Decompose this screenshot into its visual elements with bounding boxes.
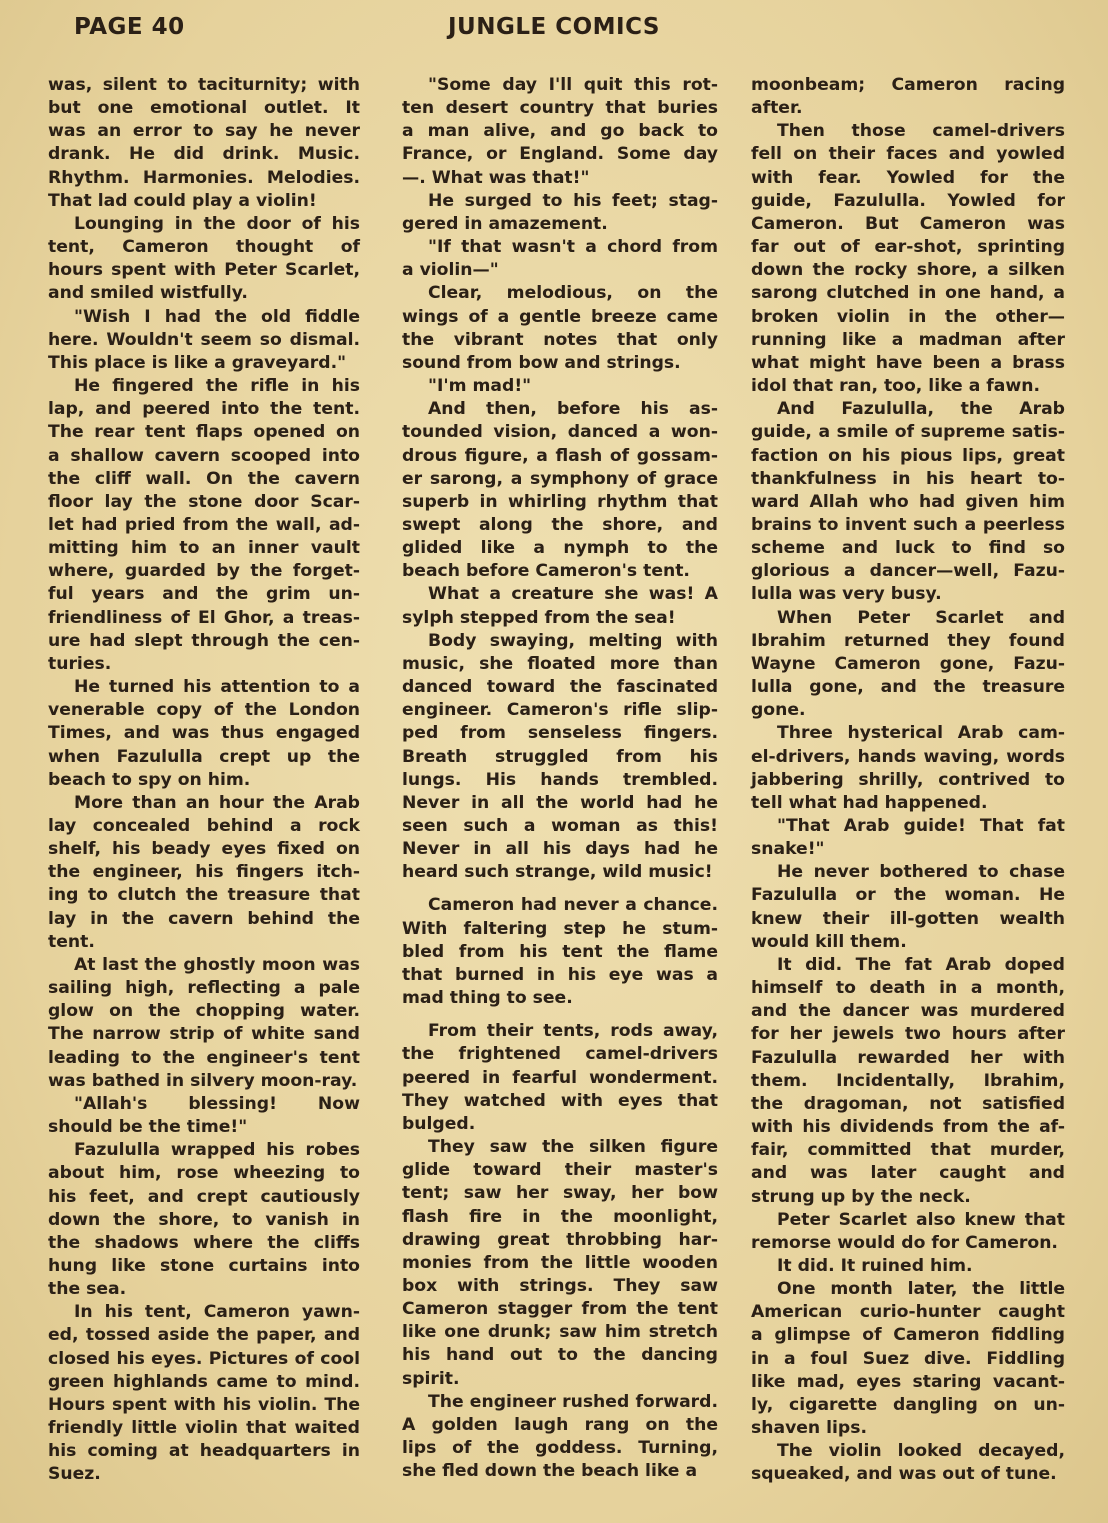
text-line: venerable copy of the London bbox=[48, 700, 360, 721]
paragraph bbox=[402, 236, 718, 282]
text-line: turies. bbox=[48, 653, 112, 674]
text-line: the sea. bbox=[48, 1279, 127, 1300]
text-line: glorious a dancer—well, Fazu- bbox=[751, 561, 1065, 582]
text-line: bled from his tent the flame bbox=[402, 941, 718, 962]
text-line: what might have been a brass bbox=[751, 352, 1065, 373]
text-line: lulla was very busy. bbox=[751, 584, 942, 605]
text-line: himself to death in a month, bbox=[751, 978, 1065, 999]
text-line: This place is like a graveyard." bbox=[48, 352, 347, 373]
text-line: down the shore, to vanish in bbox=[48, 1209, 360, 1230]
text-line: his hand out to the dancing bbox=[402, 1345, 718, 1366]
paragraph bbox=[402, 894, 718, 1010]
text-line: shelf, his beady eyes fixed on bbox=[48, 839, 360, 860]
text-line: Times, and was thus engaged bbox=[48, 723, 360, 744]
text-line: fair, committed that murder, bbox=[751, 1140, 1065, 1161]
text-line: the dragoman, not satisfied bbox=[751, 1093, 1065, 1114]
text-line: He never bothered to chase bbox=[777, 862, 1065, 883]
text-line: tent; saw her sway, her bow bbox=[402, 1183, 718, 1204]
text-line: broken violin in the other— bbox=[751, 306, 1065, 327]
text-line: And then, before his as- bbox=[428, 399, 718, 420]
paragraph bbox=[751, 954, 1065, 1209]
text-column-1 bbox=[48, 74, 360, 1487]
text-line: scheme and luck to find so bbox=[751, 538, 1065, 559]
text-line: a shallow cavern scooped into bbox=[48, 445, 360, 466]
text-line: far out of ear-shot, sprinting bbox=[751, 237, 1065, 258]
text-line: his coming at headquarters in bbox=[48, 1441, 360, 1462]
text-line: like one drunk; saw him stretch bbox=[402, 1322, 718, 1343]
text-line: More than an hour the Arab bbox=[74, 792, 360, 813]
text-line: What a creature she was! A bbox=[428, 584, 718, 605]
text-line: hours spent with Peter Scarlet, bbox=[48, 260, 360, 281]
text-line: sarong clutched in one hand, a bbox=[751, 283, 1065, 304]
text-line: where, guarded by the forget- bbox=[48, 561, 360, 582]
text-line: France, or England. Some day bbox=[402, 144, 718, 165]
text-line: the shadows where the cliffs bbox=[48, 1232, 360, 1253]
text-line: down the rocky shore, a silken bbox=[751, 260, 1065, 281]
text-line: —. What was that!" bbox=[402, 167, 590, 188]
text-line: she fled down the beach like a bbox=[402, 1461, 698, 1482]
text-line: The rear tent flaps opened on bbox=[48, 422, 360, 443]
paragraph bbox=[402, 583, 718, 629]
text-line: let had pried from the wall, ad- bbox=[48, 514, 360, 535]
text-line: should be the time!" bbox=[48, 1117, 248, 1138]
text-line: thankfulness in his heart to- bbox=[751, 468, 1065, 489]
text-line: remorse would do for Cameron. bbox=[751, 1232, 1058, 1253]
text-line: them. Incidentally, Ibrahim, bbox=[751, 1070, 1065, 1091]
paragraph bbox=[751, 1440, 1065, 1486]
paragraph bbox=[48, 792, 360, 954]
text-line: lips of the goddess. Turning, bbox=[402, 1438, 718, 1459]
text-line: The engineer rushed forward. bbox=[428, 1391, 718, 1412]
text-line: They saw the silken figure bbox=[428, 1137, 718, 1158]
text-line: and the dancer was murdered bbox=[751, 1001, 1065, 1022]
text-line: The narrow strip of white sand bbox=[48, 1024, 360, 1045]
text-line: squeaked, and was out of tune. bbox=[751, 1464, 1057, 1485]
paragraph bbox=[402, 1020, 718, 1136]
text-line: sound from bow and strings. bbox=[402, 352, 681, 373]
text-line: friendliness of El Ghor, a treas- bbox=[48, 607, 360, 628]
paragraph bbox=[402, 375, 718, 398]
text-line: tounded vision, danced a won- bbox=[402, 422, 718, 443]
text-line: lay in the cavern behind the bbox=[48, 908, 360, 929]
text-line: music, she floated more than bbox=[402, 653, 718, 674]
text-line: Then those camel-drivers bbox=[777, 121, 1065, 142]
text-line: Body swaying, melting with bbox=[428, 630, 718, 651]
text-line: wings of a gentle breeze came bbox=[402, 306, 718, 327]
text-line: closed his eyes. Pictures of cool bbox=[48, 1348, 360, 1369]
text-line: Fazululla or the woman. He bbox=[751, 885, 1065, 906]
text-line: green highlands came to mind. bbox=[48, 1371, 360, 1392]
text-line: Lounging in the door of his bbox=[74, 213, 360, 234]
text-line: engineer. Cameron's rifle slip- bbox=[402, 700, 718, 721]
text-line: superb in whirling rhythm that bbox=[402, 491, 718, 512]
paragraph bbox=[48, 954, 360, 1093]
text-line: At last the ghostly moon was bbox=[74, 954, 360, 975]
text-line: seen such a woman as this! bbox=[402, 816, 718, 836]
text-line: From their tents, rods away, bbox=[428, 1021, 718, 1042]
text-line: beach to spy on him. bbox=[48, 769, 251, 790]
text-line: floor lay the stone door Scar- bbox=[48, 491, 360, 512]
text-line: That lad could play a violin! bbox=[48, 190, 317, 211]
text-line: "That Arab guide! That fat bbox=[777, 816, 1065, 836]
text-line: One month later, the little bbox=[777, 1279, 1065, 1300]
text-line: lap, and peered into the tent. bbox=[48, 399, 360, 420]
text-line: moonbeam; Cameron racing bbox=[751, 75, 1065, 95]
text-line: with his dividends from the af- bbox=[751, 1117, 1065, 1138]
text-column-2 bbox=[402, 74, 718, 1483]
magazine-title: JUNGLE COMICS bbox=[448, 14, 660, 40]
text-line: friendly little violin that waited bbox=[48, 1418, 360, 1439]
paragraph bbox=[751, 120, 1065, 398]
text-line: a violin—" bbox=[402, 260, 499, 281]
text-line: leading to the engineer's tent bbox=[48, 1047, 360, 1068]
text-line: the cliff wall. On the cavern bbox=[48, 468, 360, 489]
paragraph bbox=[48, 1301, 360, 1486]
text-line: Cameron had never a chance. bbox=[428, 895, 718, 916]
text-line: el-drivers, hands waving, words bbox=[751, 746, 1065, 767]
text-line: He surged to his feet; stag- bbox=[428, 190, 718, 211]
text-line: He fingered the rifle in his bbox=[74, 376, 360, 397]
text-line: swept along the shore, and bbox=[402, 514, 718, 535]
text-line: The violin looked decayed, bbox=[777, 1441, 1065, 1462]
text-line: Cameron stagger from the tent bbox=[402, 1299, 718, 1320]
text-line: glide toward their master's bbox=[402, 1160, 718, 1181]
text-line: hung like stone curtains into bbox=[48, 1255, 360, 1276]
text-line: was an error to say he never bbox=[48, 121, 360, 142]
text-line: glided like a nymph to the bbox=[402, 538, 718, 559]
text-line: here. Wouldn't seem so dismal. bbox=[48, 329, 360, 350]
paragraph bbox=[48, 213, 360, 306]
text-line: the vibrant notes that only bbox=[402, 329, 718, 350]
paragraph bbox=[402, 190, 718, 236]
text-line: ure had slept through the cen- bbox=[48, 630, 360, 651]
text-line: With faltering step he stum- bbox=[402, 918, 718, 939]
text-line: They watched with eyes that bbox=[402, 1090, 718, 1111]
text-line: like mad, eyes staring vacant- bbox=[751, 1371, 1065, 1392]
paragraph bbox=[48, 74, 360, 213]
text-line: monies from the little wooden bbox=[402, 1252, 718, 1273]
text-line: heard such strange, wild music! bbox=[402, 862, 713, 883]
text-line: Peter Scarlet also knew that bbox=[777, 1209, 1065, 1230]
text-line: the frightened camel-drivers bbox=[402, 1044, 718, 1065]
text-line: for her jewels two hours after bbox=[751, 1024, 1065, 1045]
text-line: and was later caught and bbox=[751, 1163, 1065, 1184]
text-line: jabbering shrilly, contrived to bbox=[751, 769, 1065, 790]
text-line: "If that wasn't a chord from bbox=[428, 237, 718, 258]
text-line: snake!" bbox=[751, 839, 825, 860]
text-line: with fear. Yowled for the bbox=[751, 167, 1065, 188]
text-line: A golden laugh rang on the bbox=[402, 1414, 718, 1435]
paragraph bbox=[48, 375, 360, 676]
text-line: tent. bbox=[48, 931, 95, 952]
text-line: sylph stepped from the sea! bbox=[402, 607, 676, 628]
text-line: In his tent, Cameron yawn- bbox=[74, 1302, 360, 1323]
text-line: guide, a smile of supreme satis- bbox=[751, 422, 1065, 443]
paragraph bbox=[751, 815, 1065, 861]
text-line: Cameron. But Cameron was bbox=[751, 213, 1065, 234]
text-line: knew their ill-gotten wealth bbox=[751, 908, 1065, 929]
text-line: mitting him to an inner vault bbox=[48, 538, 360, 559]
text-line: Breath struggled from his bbox=[402, 746, 718, 767]
text-line: American curio-hunter caught bbox=[751, 1302, 1065, 1323]
text-line: "Allah's blessing! Now bbox=[74, 1093, 360, 1114]
text-line: er sarong, a symphony of grace bbox=[402, 468, 718, 489]
text-line: tell what had happened. bbox=[751, 792, 988, 813]
text-line: tent, Cameron thought of bbox=[48, 237, 360, 258]
paragraph bbox=[751, 861, 1065, 954]
text-line: would kill them. bbox=[751, 931, 907, 952]
paragraph bbox=[48, 1093, 360, 1139]
text-line: ten desert country that buries bbox=[402, 98, 718, 119]
paragraph bbox=[48, 1139, 360, 1301]
paragraph bbox=[751, 74, 1065, 120]
text-line: sailing high, reflecting a pale bbox=[48, 978, 360, 999]
paragraph bbox=[751, 1278, 1065, 1440]
text-line: drawing great throbbing har- bbox=[402, 1229, 718, 1250]
text-line: a glimpse of Cameron fiddling bbox=[751, 1325, 1065, 1346]
text-line: drank. He did drink. Music. bbox=[48, 144, 360, 165]
text-line: was, silent to taciturnity; with bbox=[48, 75, 360, 95]
text-line: lulla gone, and the treasure bbox=[751, 677, 1065, 698]
text-line: lungs. His hands trembled. bbox=[402, 769, 718, 790]
text-line: beach before Cameron's tent. bbox=[402, 561, 690, 582]
text-column-3 bbox=[751, 74, 1065, 1487]
text-line: about him, rose wheezing to bbox=[48, 1163, 360, 1184]
text-line: Hours spent with his violin. The bbox=[48, 1394, 360, 1415]
text-line: box with strings. They saw bbox=[402, 1275, 718, 1296]
text-line: in a foul Suez dive. Fiddling bbox=[751, 1348, 1065, 1369]
text-line: ly, cigarette dangling on un- bbox=[751, 1394, 1065, 1415]
text-line: ped from senseless fingers. bbox=[402, 723, 718, 744]
paragraph bbox=[402, 1136, 718, 1391]
text-line: spirit. bbox=[402, 1368, 460, 1389]
text-line: Fazululla wrapped his robes bbox=[74, 1140, 360, 1161]
text-line: but one emotional outlet. It bbox=[48, 98, 360, 119]
text-line: and smiled wistfully. bbox=[48, 283, 248, 304]
text-line: It did. The fat Arab doped bbox=[777, 954, 1065, 975]
text-line: flash fire in the moonlight, bbox=[402, 1206, 718, 1227]
text-line: ing to clutch the treasure that bbox=[48, 885, 360, 906]
paragraph bbox=[402, 282, 718, 375]
text-line: peered in fearful wonderment. bbox=[402, 1067, 718, 1088]
text-line: When Peter Scarlet and bbox=[777, 607, 1065, 628]
text-line: bulged. bbox=[402, 1113, 476, 1134]
text-line: ful years and the grim un- bbox=[48, 584, 360, 605]
text-line: that burned in his eye was a bbox=[402, 964, 718, 985]
text-line: running like a madman after bbox=[751, 329, 1065, 350]
text-line: He turned his attention to a bbox=[74, 677, 360, 698]
text-line: Fazululla rewarded her with bbox=[751, 1047, 1065, 1068]
text-line: drous figure, a flash of gossam- bbox=[402, 445, 718, 466]
text-line: faction on his pious lips, great bbox=[751, 445, 1065, 466]
text-line: glow on the chopping water. bbox=[48, 1001, 360, 1022]
text-line: shaven lips. bbox=[751, 1418, 867, 1439]
text-line: Ibrahim returned they found bbox=[751, 630, 1065, 651]
paragraph bbox=[48, 676, 360, 792]
text-line: ward Allah who had given him bbox=[751, 491, 1065, 512]
text-line: "I'm mad!" bbox=[428, 376, 532, 397]
text-line: It did. It ruined him. bbox=[777, 1255, 973, 1276]
text-line: Clear, melodious, on the bbox=[428, 283, 718, 304]
paragraph bbox=[751, 607, 1065, 723]
text-line: a man alive, and go back to bbox=[402, 121, 718, 142]
text-line: when Fazululla crept up the bbox=[48, 746, 360, 767]
text-line: ed, tossed aside the paper, and bbox=[48, 1325, 360, 1346]
paragraph bbox=[402, 74, 718, 190]
text-line: Wayne Cameron gone, Fazu- bbox=[751, 653, 1065, 674]
text-line: the engineer, his fingers itch- bbox=[48, 862, 360, 883]
text-line: Never in all the world had he bbox=[402, 792, 718, 813]
paragraph bbox=[402, 1391, 718, 1484]
text-line: idol that ran, too, like a fawn. bbox=[751, 376, 1040, 397]
text-line: "Some day I'll quit this rot- bbox=[428, 75, 718, 95]
paragraph bbox=[751, 1255, 1065, 1278]
paragraph bbox=[751, 722, 1065, 815]
paragraph bbox=[751, 1209, 1065, 1255]
paragraph bbox=[402, 630, 718, 885]
text-line: after. bbox=[751, 98, 803, 119]
text-line: was bathed in silvery moon-ray. bbox=[48, 1070, 358, 1091]
paragraph bbox=[402, 398, 718, 583]
text-line: lay concealed behind a rock bbox=[48, 816, 360, 836]
text-line: gered in amazement. bbox=[402, 213, 608, 234]
text-line: brains to invent such a peerless bbox=[751, 514, 1065, 535]
text-line: gone. bbox=[751, 700, 806, 721]
paragraph bbox=[48, 306, 360, 375]
text-line: "Wish I had the old fiddle bbox=[74, 306, 360, 327]
text-line: danced toward the fascinated bbox=[402, 677, 718, 698]
paragraph bbox=[751, 398, 1065, 606]
page-number: PAGE 40 bbox=[74, 14, 185, 40]
text-line: his feet, and crept cautiously bbox=[48, 1186, 360, 1207]
text-line: Rhythm. Harmonies. Melodies. bbox=[48, 167, 360, 188]
text-line: strung up by the neck. bbox=[751, 1186, 971, 1207]
text-line: Never in all his days had he bbox=[402, 839, 718, 860]
text-line: fell on their faces and yowled bbox=[751, 144, 1065, 165]
text-line: guide, Fazululla. Yowled for bbox=[751, 190, 1065, 211]
text-line: mad thing to see. bbox=[402, 988, 573, 1009]
text-line: Suez. bbox=[48, 1464, 101, 1485]
text-line: And Fazululla, the Arab bbox=[777, 399, 1065, 420]
text-line: Three hysterical Arab cam- bbox=[777, 723, 1065, 744]
